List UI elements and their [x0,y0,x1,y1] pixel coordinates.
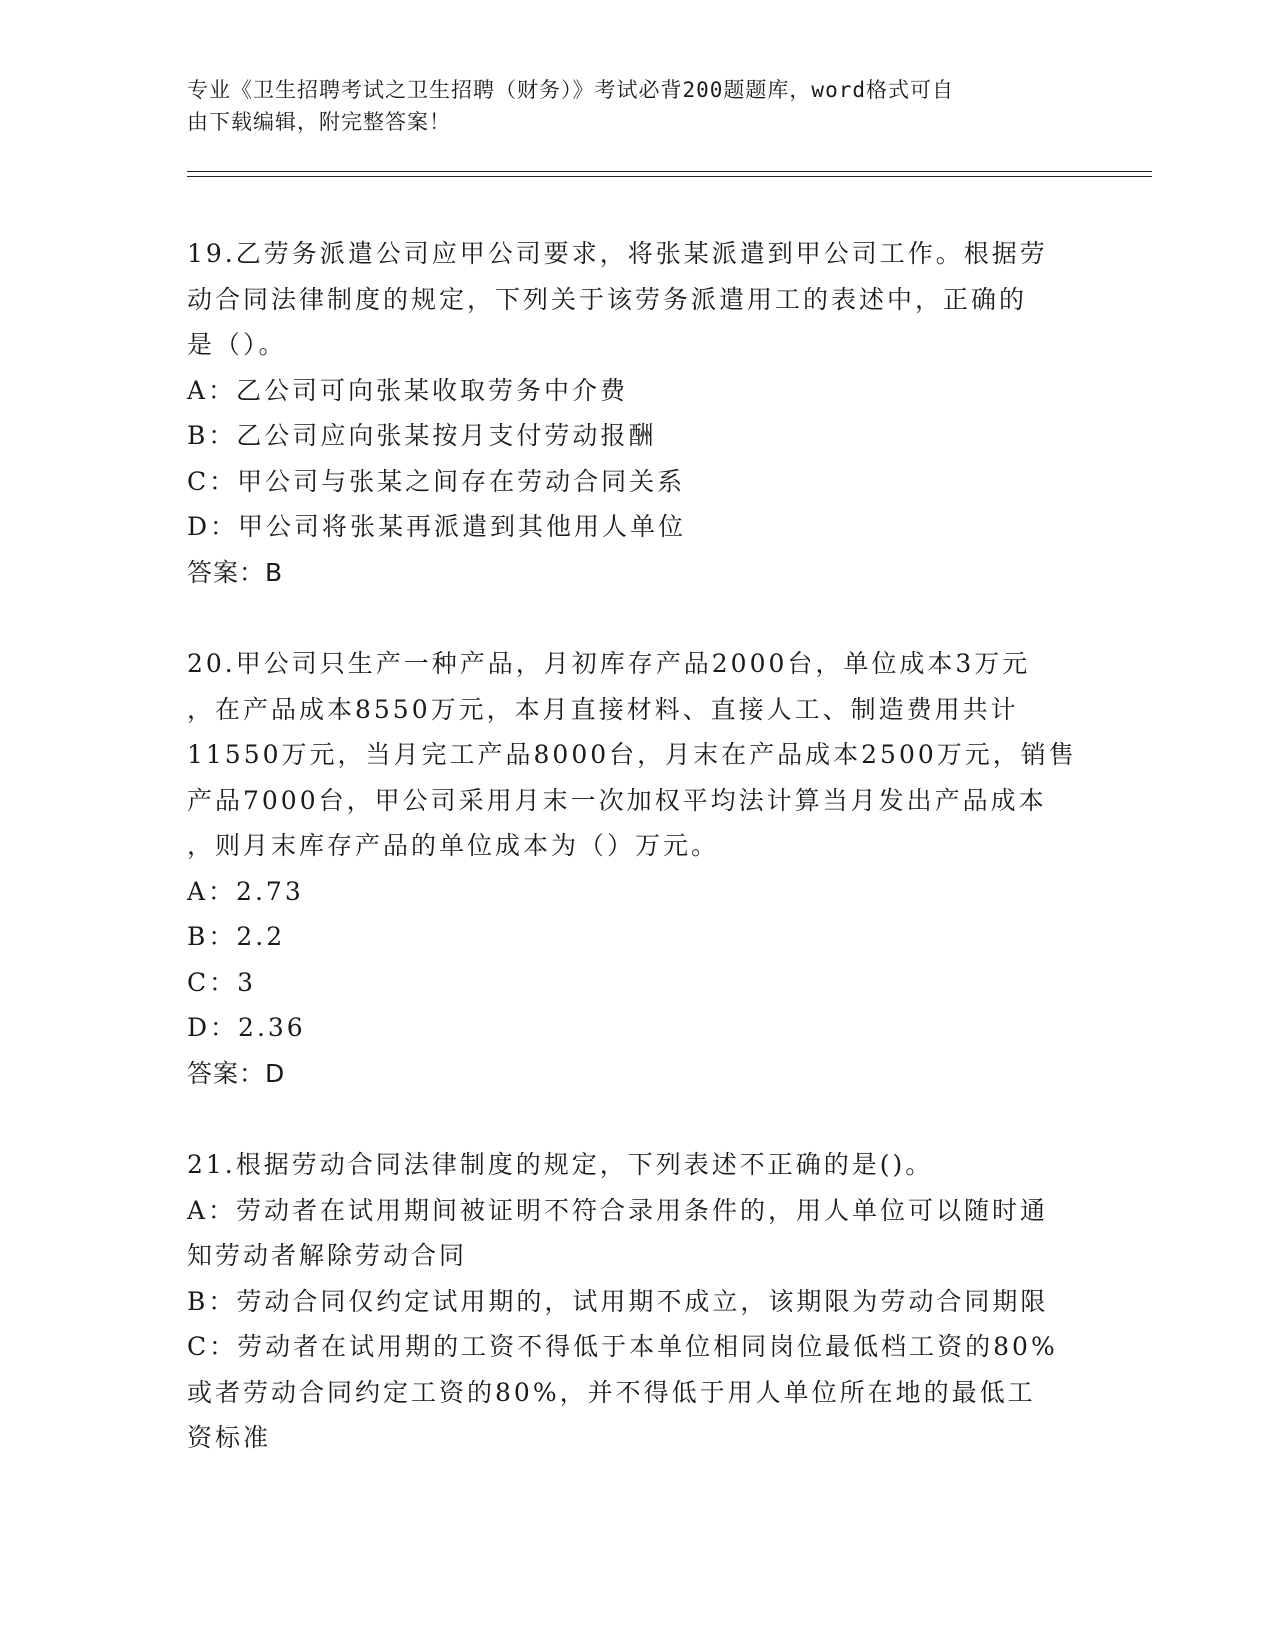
answer-option [187,368,1087,414]
question-block [187,231,1087,595]
header-divider-top [187,171,1152,172]
question-block [187,1142,1087,1461]
answer-option-line: B：乙公司应向张某按月支付劳动报酬 [187,421,657,450]
answer-option-line: D：甲公司将张某再派遣到其他用人单位 [187,512,687,541]
answer-option-line: A：乙公司可向张某收取劳务中介费 [187,375,629,405]
answer-key: 答案：B [187,557,284,587]
answer-option-line: C：劳动者在试用期的工资不得低于本单位相同岗位最低档工资的80% [187,1332,1058,1361]
answer-option [187,1188,1087,1279]
answer-option [187,1279,1087,1325]
header-divider-bottom [187,176,1152,177]
question-stem-line: 动合同法律制度的规定，下列关于该劳务派遣用工的表述中，正确的 [187,284,1028,314]
question-stem-line: 11550万元，当月完工产品8000台，月末在产品成本2500万元，销售 [187,740,1077,769]
question-stem-line: 是（）。 [187,330,287,359]
question-stem-line: ，在产品成本8550万元，本月直接材料、直接人工、制造费用共计 [187,694,1019,724]
answer-option [187,914,1087,960]
answer-key: 答案：D [187,1058,286,1088]
document-header [187,74,1067,138]
answer-option-line: 资标准 [187,1423,272,1452]
question-block [187,641,1087,1096]
answer-option [187,869,1087,915]
answer-option-line: A：劳动者在试用期间被证明不符合录用条件的，用人单位可以随时通 [187,1195,1049,1225]
question-stem-line: ，则月末库存产品的单位成本为（）万元。 [187,831,720,860]
answer-option-line: D：2.36 [187,1013,306,1042]
answer-option [187,413,1087,459]
answer-option [187,1324,1087,1461]
question-stem-line: 21.根据劳动合同法律制度的规定，下列表述不正确的是()。 [187,1150,934,1179]
answer-option-line: C：3 [187,967,257,997]
answer-option-line: B：劳动合同仅约定试用期的，试用期不成立，该期限为劳动合同期限 [187,1286,1049,1316]
answer-option-line: 知劳动者解除劳动合同 [187,1241,468,1270]
answer-option [187,1005,1087,1051]
header-line: 由下载编辑，附完整答案！ [187,110,451,134]
answer-option-line: C：甲公司与张某之间存在劳动合同关系 [187,466,686,496]
header-line: 专业《卫生招聘考试之卫生招聘（财务）》考试必背200题题库，word格式可自 [187,78,954,102]
answer-option [187,459,1087,505]
question-list [187,231,1087,1507]
answer-option-line: 或者劳动合同约定工资的80%，并不得低于用人单位所在地的最低工 [187,1377,1036,1407]
answer-option [187,960,1087,1006]
question-stem-line: 20.甲公司只生产一种产品，月初库存产品2000台，单位成本3万元 [187,649,1031,678]
question-stem-line: 19.乙劳务派遣公司应甲公司要求，将张某派遣到甲公司工作。根据劳 [187,239,1048,268]
answer-option [187,504,1087,550]
answer-option-line: B：2.2 [187,922,286,951]
answer-option-line: A：2.73 [187,876,304,906]
question-stem-line: 产品7000台，甲公司采用月末一次加权平均法计算当月发出产品成本 [187,785,1047,815]
